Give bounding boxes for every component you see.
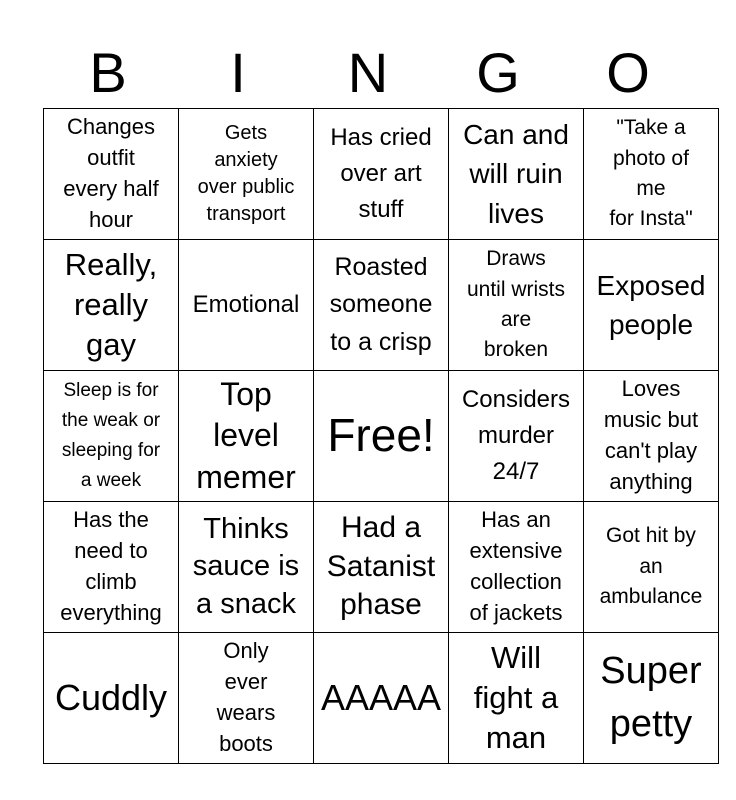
bingo-header <box>43 38 694 108</box>
bingo-cell[interactable]: Cuddly <box>44 633 179 764</box>
header-letter-n: N <box>347 41 389 104</box>
board-row <box>44 502 719 633</box>
bingo-cell[interactable]: Got hit by an ambulance <box>584 502 719 633</box>
bingo-board <box>43 108 719 764</box>
bingo-cell[interactable]: Draws until wrists are broken <box>449 240 584 371</box>
board-row <box>44 633 719 764</box>
bingo-cell[interactable]: Emotional <box>179 240 314 371</box>
bingo-cell[interactable]: Really, really gay <box>44 240 179 371</box>
header-letter-o: O <box>606 41 650 104</box>
bingo-cell[interactable]: Top level memer <box>179 371 314 502</box>
header-letter-b: B <box>89 41 127 104</box>
bingo-cell[interactable]: Considers murder 24/7 <box>449 371 584 502</box>
bingo-cell[interactable]: Only ever wears boots <box>179 633 314 764</box>
board-row <box>44 109 719 240</box>
header-letter-i: I <box>230 41 246 104</box>
bingo-cell[interactable]: Gets anxiety over public transport <box>179 109 314 240</box>
bingo-cell[interactable]: Roasted someone to a crisp <box>314 240 449 371</box>
bingo-cell[interactable]: Can and will ruin lives <box>449 109 584 240</box>
bingo-cell[interactable]: Exposed people <box>584 240 719 371</box>
board-row <box>44 371 719 502</box>
bingo-cell[interactable]: Has cried over art stuff <box>314 109 449 240</box>
bingo-cell[interactable]: Thinks sauce is a snack <box>179 502 314 633</box>
bingo-cell[interactable]: Has the need to climb everything <box>44 502 179 633</box>
bingo-cell[interactable]: "Take a photo of me for Insta" <box>584 109 719 240</box>
bingo-cell[interactable]: Changes outfit every half hour <box>44 109 179 240</box>
header-letter-g: G <box>476 41 520 104</box>
bingo-cell[interactable]: AAAAA <box>314 633 449 764</box>
bingo-cell[interactable]: Super petty <box>584 633 719 764</box>
bingo-cell[interactable]: Had a Satanist phase <box>314 502 449 633</box>
bingo-cell[interactable]: Will fight a man <box>449 633 584 764</box>
bingo-cell[interactable]: Sleep is for the weak or sleeping for a week <box>44 371 179 502</box>
bingo-cell[interactable]: Loves music but can't play anything <box>584 371 719 502</box>
free-space-cell[interactable]: Free! <box>314 371 449 502</box>
bingo-cell[interactable]: Has an extensive collection of jackets <box>449 502 584 633</box>
board-row <box>44 240 719 371</box>
